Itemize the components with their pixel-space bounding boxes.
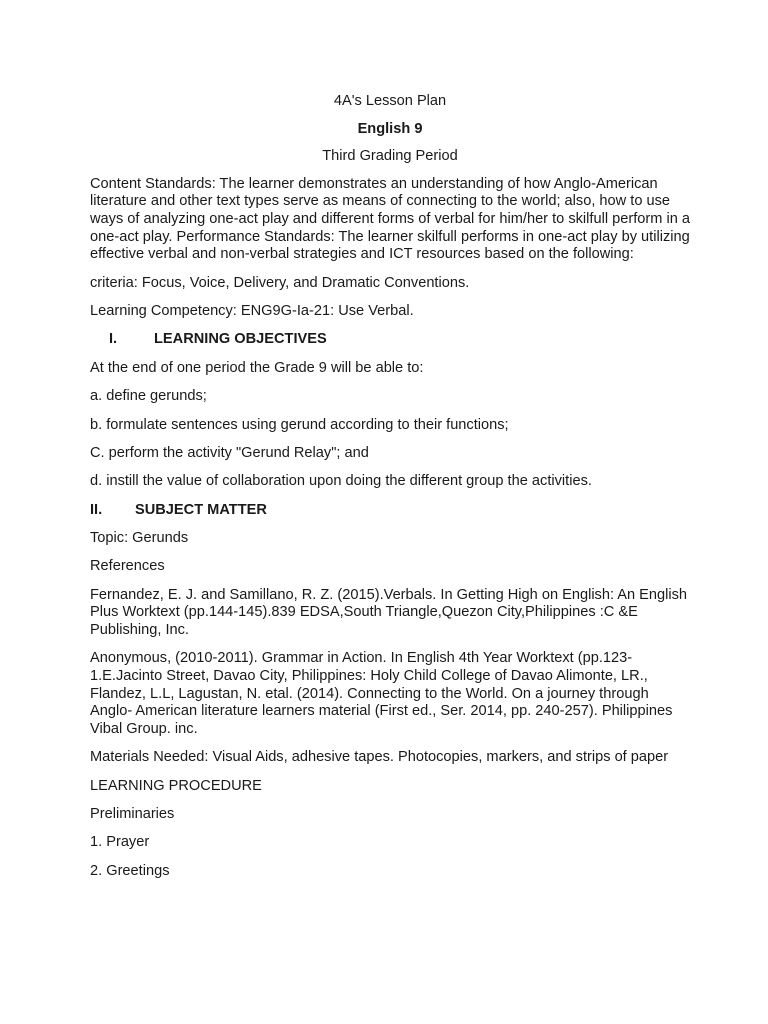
subject-matter-number: II. bbox=[90, 501, 103, 518]
subject-matter-heading bbox=[90, 502, 690, 520]
objectives-heading-text: LEARNING OBJECTIVES bbox=[154, 331, 327, 348]
subject-title: English 9 bbox=[357, 120, 423, 137]
objective-item-b: b. formulate sentences using gerund according to their functions; bbox=[90, 416, 509, 433]
reference-item-2: Anonymous, (2010-2011). Grammar in Action. In English 4th Year Worktext (pp.123-1.E.Jacinto Street, Davao City, Philippines: Holy Child College of Davao Alimonte, LR., Flandez, L.L, Lagustan, N. etal. (2014). Connecting to the World. On a journey through Anglo- American literature learners material (First ed., Ser. 2014, pp. 240-257). Philippines Vibal Group. inc. bbox=[90, 650, 673, 737]
grading-period: Third Grading Period bbox=[322, 148, 458, 165]
objective-item-a: a. define gerunds; bbox=[90, 388, 207, 405]
materials-needed: Materials Needed: Visual Aids, adhesive tapes. Photocopies, markers, and strips of paper bbox=[90, 749, 669, 766]
references-label: References bbox=[90, 558, 165, 575]
document-page bbox=[90, 93, 690, 891]
standards-paragraph: Content Standards: The learner demonstrates an understanding of how Anglo-American literature and other text types serve as means of connecting to the world; also, how to use ways of analyzing one-act play and different forms of verbal for him/her to skilfull perform in a one-act play. Performance Standards: The learner skilfull performs in one-act play by utilizing effective verbal and non-verbal strategies and ICT resources based on the following: bbox=[90, 175, 690, 263]
reference-item-1: Fernandez, E. J. and Samillano, R. Z. (2015).Verbals. In Getting High on English: An English Plus Worktext (pp.144-145).839 EDSA,South Triangle,Quezon City,Philippines :C &E Publishing, Inc. bbox=[90, 586, 688, 639]
objectives-number: I. bbox=[109, 331, 118, 348]
objectives-heading bbox=[90, 331, 690, 349]
procedure-step-prayer: 1. Prayer bbox=[90, 834, 150, 851]
criteria-paragraph: criteria: Focus, Voice, Delivery, and Dramatic Conventions. bbox=[90, 274, 470, 291]
topic-line: Topic: Gerunds bbox=[90, 530, 189, 547]
procedure-heading: LEARNING PROCEDURE bbox=[90, 777, 262, 794]
procedure-step-greetings: 2. Greetings bbox=[90, 862, 170, 879]
competency-paragraph: Learning Competency: ENG9G-Ia-21: Use Verbal. bbox=[90, 302, 414, 319]
objective-item-c: C. perform the activity "Gerund Relay"; and bbox=[90, 444, 369, 461]
objectives-intro: At the end of one period the Grade 9 will be able to: bbox=[90, 359, 424, 376]
subject-matter-heading-text: SUBJECT MATTER bbox=[135, 501, 267, 518]
objective-item-d: d. instill the value of collaboration upon doing the different group the activities. bbox=[90, 473, 592, 490]
document-title: 4A's Lesson Plan bbox=[333, 93, 447, 109]
preliminaries-label: Preliminaries bbox=[90, 805, 175, 822]
